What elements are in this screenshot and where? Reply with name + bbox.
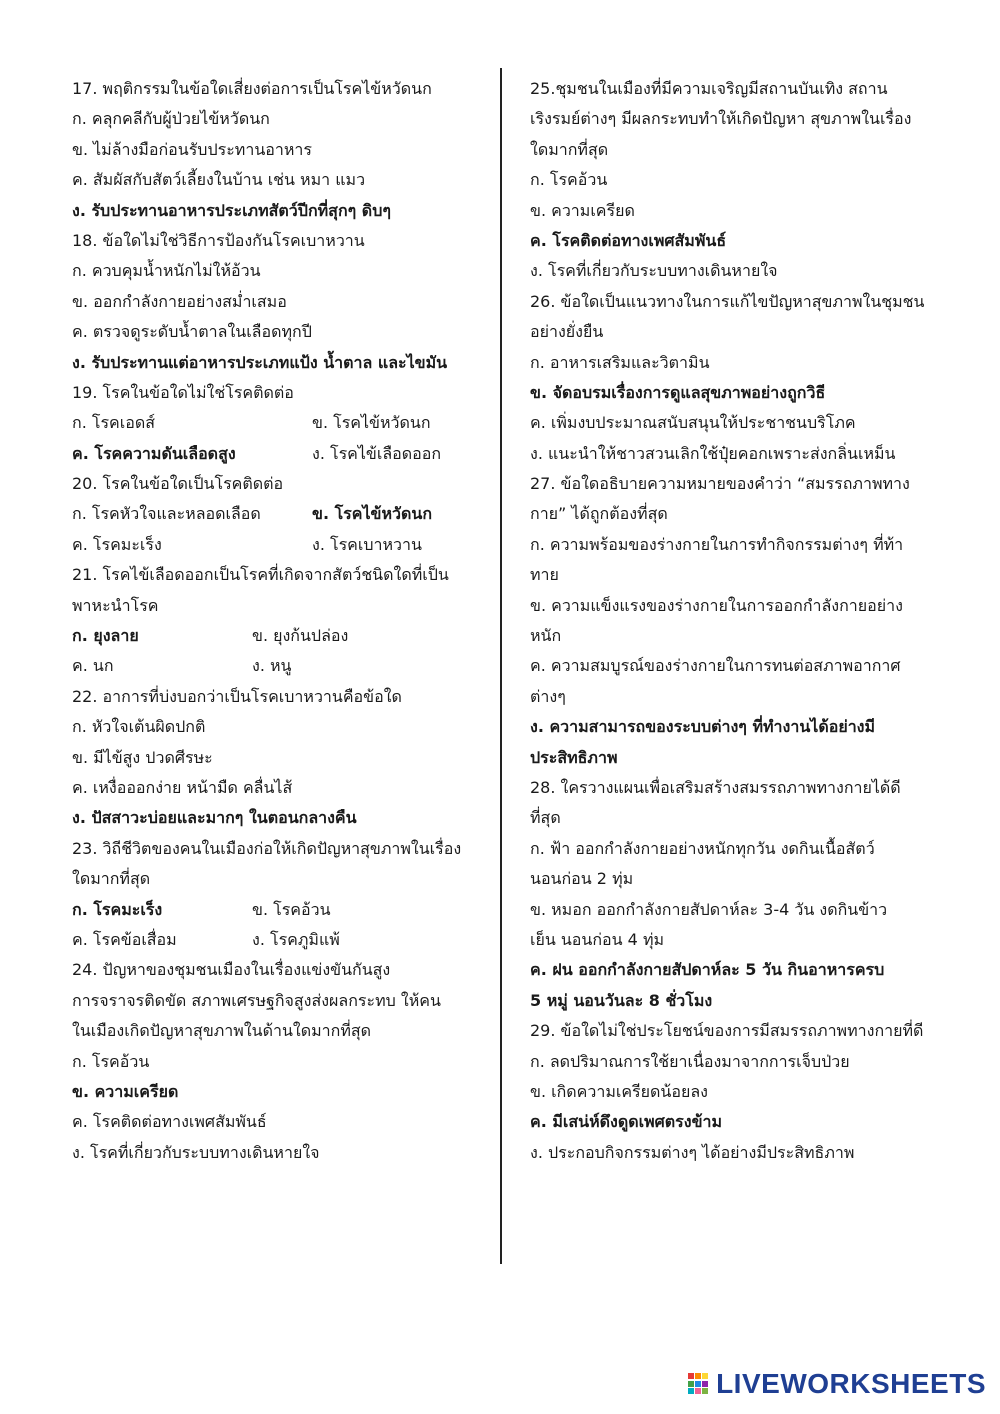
text-segment-secondary: ข. โรคไข้หวัดนก	[312, 413, 431, 433]
text-line	[72, 135, 487, 165]
text-segment-secondary: ง. โรคภูมิแพ้	[252, 929, 340, 949]
text-line	[530, 925, 950, 955]
text-line	[530, 712, 950, 742]
text-segment: ค. ฝน ออกกำลังกายสัปดาห์ละ 5 วัน กินอาหารครบ	[530, 960, 885, 980]
text-line	[72, 743, 487, 773]
text-line	[530, 317, 950, 347]
text-line	[72, 499, 487, 529]
text-segment: ก. โรคอ้วน	[72, 1051, 150, 1071]
text-line	[530, 682, 950, 712]
text-line	[530, 591, 950, 621]
text-segment: 25.ชุมชนในเมืองที่มีความเจริญมีสถานบันเทิง สถาน	[530, 79, 888, 98]
text-line	[530, 499, 950, 529]
text-line	[72, 591, 487, 621]
liveworksheets-brand	[688, 1366, 986, 1402]
text-segment: ประสิทธิภาพ	[530, 747, 618, 767]
text-line	[530, 864, 950, 894]
text-line	[530, 287, 950, 317]
text-segment: นอนก่อน 2 ทุ่ม	[530, 869, 634, 889]
text-line	[530, 530, 950, 560]
text-line	[72, 651, 487, 681]
text-segment: 22. อาการที่บ่งบอกว่าเป็นโรคเบาหวานคือข้อใด	[72, 686, 402, 706]
text-segment-secondary: ข. ยุงก้นปล่อง	[252, 626, 349, 646]
text-segment: ค. ความสมบูรณ์ของร่างกายในการทนต่อสภาพอากาศ	[530, 656, 901, 676]
text-line	[530, 743, 950, 773]
text-segment: ก. ควบคุมน้ำหนักไม่ให้อ้วน	[72, 261, 261, 281]
text-line	[72, 682, 487, 712]
logo-tile	[688, 1373, 694, 1379]
text-line	[530, 803, 950, 833]
text-line	[72, 256, 487, 286]
text-segment: ง. รับประทานแต่อาหารประเภทแป้ง น้ำตาล และไขมัน	[72, 352, 448, 372]
text-segment: ข. ออกกำลังกายอย่างสม่ำเสมอ	[72, 291, 287, 311]
logo-tile	[702, 1381, 708, 1387]
text-line	[530, 226, 950, 256]
text-segment: ข. จัดอบรมเรื่องการดูแลสุขภาพอย่างถูกวิธี	[530, 382, 826, 402]
text-line	[530, 1047, 950, 1077]
text-segment: ง. แนะนำให้ชาวสวนเลิกใช้ปุ๋ยคอกเพราะส่งกลิ่นเหม็น	[530, 443, 896, 463]
text-segment-secondary: ง. โรคเบาหวาน	[312, 534, 422, 554]
text-segment: ข. มีไข้สูง ปวดศีรษะ	[72, 747, 213, 767]
text-segment-secondary: ข. โรคไข้หวัดนก	[312, 504, 433, 524]
text-line	[530, 469, 950, 499]
text-segment: ง. ปัสสาวะบ่อยและมากๆ ในตอนกลางคืน	[72, 808, 357, 828]
text-segment: ข. ความแข็งแรงของร่างกายในการออกกำลังกายอย่าง	[530, 595, 903, 615]
text-segment: ก. ฟ้า ออกกำลังกายอย่างหนักทุกวัน งดกินเนื้อสัตว์	[530, 838, 875, 858]
text-line	[530, 104, 950, 134]
text-segment: กาย” ได้ถูกต้องที่สุด	[530, 504, 668, 524]
text-line	[72, 530, 487, 560]
text-line	[72, 74, 487, 104]
text-line	[72, 1047, 487, 1077]
text-segment: ข. หมอก ออกกำลังกายสัปดาห์ละ 3-4 วัน งดกินข้าว	[530, 899, 888, 919]
text-segment: ก. โรคมะเร็ง	[72, 899, 163, 919]
text-line	[530, 834, 950, 864]
text-segment: 26. ข้อใดเป็นแนวทางในการแก้ไขปัญหาสุขภาพในชุมชน	[530, 291, 925, 311]
text-segment: ก. คลุกคลีกับผู้ป่วยไข้หวัดนก	[72, 109, 270, 129]
left-column	[72, 74, 487, 1168]
text-line	[72, 317, 487, 347]
logo-tile	[702, 1373, 708, 1379]
text-segment: ข. ไม่ล้างมือก่อนรับประทานอาหาร	[72, 139, 312, 159]
text-line	[72, 925, 487, 955]
text-line	[72, 469, 487, 499]
text-segment: ต่างๆ	[530, 686, 566, 706]
text-line	[72, 803, 487, 833]
text-segment: ค. สัมผัสกับสัตว์เลี้ยงในบ้าน เช่น หมา แมว	[72, 170, 366, 190]
text-line	[530, 378, 950, 408]
text-segment: ก. โรคอ้วน	[530, 170, 608, 190]
text-line	[72, 165, 487, 195]
text-line	[530, 773, 950, 803]
text-segment: หนัก	[530, 626, 562, 646]
text-line	[72, 986, 487, 1016]
text-segment: ค. โรคติดต่อทางเพศสัมพันธ์	[72, 1112, 267, 1132]
text-segment: เย็น นอนก่อน 4 ทุ่ม	[530, 929, 665, 949]
text-line	[72, 834, 487, 864]
text-line	[530, 256, 950, 286]
text-segment: ค. โรคข้อเสื่อม	[72, 929, 177, 949]
text-line	[72, 895, 487, 925]
text-segment: 24. ปัญหาของชุมชนเมืองในเรื่องแข่งขันกันสูง	[72, 960, 391, 980]
logo-tile	[695, 1373, 701, 1379]
text-line	[72, 621, 487, 651]
text-line	[72, 226, 487, 256]
text-line	[72, 378, 487, 408]
text-line	[530, 1077, 950, 1107]
text-line	[72, 712, 487, 742]
text-segment: ทาย	[530, 565, 559, 585]
logo-tile	[688, 1381, 694, 1387]
text-line	[72, 408, 487, 438]
text-segment: ง. โรคที่เกี่ยวกับระบบทางเดินหายใจ	[72, 1142, 320, 1162]
text-segment: การจราจรติดขัด สภาพเศรษฐกิจสูงส่งผลกระทบ ให้คน	[72, 990, 441, 1010]
text-segment: ก. ความพร้อมของร่างกายในการทำกิจกรรมต่างๆ ที่ท้า	[530, 534, 904, 554]
text-segment-secondary: ง. โรคไข้เลือดออก	[312, 443, 442, 463]
text-line	[530, 560, 950, 590]
text-segment: ที่สุด	[530, 808, 561, 828]
text-line	[72, 348, 487, 378]
text-line	[72, 104, 487, 134]
text-segment: 19. โรคในข้อใดไม่ใช่โรคติดต่อ	[72, 382, 294, 402]
text-segment: ก. ลดปริมาณการใช้ยาเนื่องมาจากการเจ็บป่วย	[530, 1051, 850, 1071]
text-segment: ใดมากที่สุด	[530, 139, 609, 159]
text-segment: 20. โรคในข้อใดเป็นโรคติดต่อ	[72, 474, 284, 494]
text-line	[72, 1016, 487, 1046]
text-segment: 27. ข้อใดอธิบายความหมายของคำว่า “สมรรถภาพทาง	[530, 474, 910, 494]
text-segment: ค. นก	[72, 656, 114, 676]
brand-text: LIVEWORKSHEETS	[716, 1368, 986, 1399]
text-line	[72, 1077, 487, 1107]
text-line	[530, 1138, 950, 1168]
text-line	[72, 560, 487, 590]
text-segment: ใดมากที่สุด	[72, 869, 151, 889]
text-segment-secondary: ง. หนู	[252, 656, 292, 676]
text-line	[530, 651, 950, 681]
logo-tile	[702, 1388, 708, 1394]
text-line	[72, 773, 487, 803]
text-segment: อย่างยั่งยืน	[530, 322, 604, 342]
text-line	[530, 135, 950, 165]
text-segment: 23. วิถีชีวิตของคนในเมืองก่อให้เกิดปัญหาสุขภาพในเรื่อง	[72, 838, 462, 858]
text-segment: ค. โรคติดต่อทางเพศสัมพันธ์	[530, 230, 727, 250]
text-line	[72, 1107, 487, 1137]
text-segment: ก. หัวใจเต้นผิดปกติ	[72, 717, 206, 737]
text-segment: 28. ใครวางแผนเพื่อเสริมสร้างสมรรถภาพทางกายได้ดี	[530, 777, 901, 797]
text-segment: ง. ประกอบกิจกรรมต่างๆ ได้อย่างมีประสิทธิภาพ	[530, 1142, 855, 1162]
right-column	[530, 74, 950, 1168]
text-line	[530, 196, 950, 226]
text-segment: ง. รับประทานอาหารประเภทสัตว์ปีกที่สุกๆ ดิบๆ	[72, 200, 391, 220]
text-segment: ง. ความสามารถของระบบต่างๆ ที่ทำงานได้อย่างมี	[530, 717, 876, 737]
text-segment: 21. โรคไข้เลือดออกเป็นโรคที่เกิดจากสัตว์ชนิดใดที่เป็น	[72, 565, 449, 585]
text-segment: ก. อาหารเสริมและวิตามิน	[530, 352, 710, 372]
text-segment: ข. ความเครียด	[72, 1081, 179, 1101]
text-segment: 29. ข้อใดไม่ใช่ประโยชน์ของการมีสมรรถภาพทางกายที่ดี	[530, 1021, 924, 1041]
text-segment: ค. เพิ่มงบประมาณสนับสนุนให้ประชาชนบริโภค	[530, 413, 856, 433]
text-line	[530, 348, 950, 378]
text-segment: 5 หมู่ นอนวันละ 8 ชั่วโมง	[530, 990, 713, 1010]
text-line	[530, 986, 950, 1016]
text-segment: ค. โรคความดันเลือดสูง	[72, 443, 236, 463]
text-segment: ค. มีเสน่ห์ดึงดูดเพศตรงข้าม	[530, 1112, 723, 1132]
text-line	[72, 1138, 487, 1168]
logo-tile	[695, 1388, 701, 1394]
logo-tile	[695, 1381, 701, 1387]
text-segment: ก. โรคเอดส์	[72, 413, 155, 433]
text-line	[72, 196, 487, 226]
text-segment: ค. ตรวจดูระดับน้ำตาลในเลือดทุกปี	[72, 322, 312, 342]
column-divider	[500, 68, 502, 1264]
text-line	[530, 1107, 950, 1137]
text-line	[72, 439, 487, 469]
text-segment: ค. เหงื่อออกง่าย หน้ามืด คลื่นไส้	[72, 777, 293, 797]
text-line	[72, 864, 487, 894]
text-segment: ค. โรคมะเร็ง	[72, 534, 162, 554]
text-segment: พาหะนำโรค	[72, 595, 159, 615]
liveworksheets-logo-icon	[688, 1373, 710, 1395]
text-line	[530, 621, 950, 651]
text-line	[530, 165, 950, 195]
text-segment: ข. ความเครียด	[530, 200, 635, 220]
text-segment: ง. โรคที่เกี่ยวกับระบบทางเดินหายใจ	[530, 261, 778, 281]
text-line	[72, 955, 487, 985]
text-line	[530, 895, 950, 925]
text-line	[530, 955, 950, 985]
text-segment: ข. เกิดความเครียดน้อยลง	[530, 1081, 708, 1101]
logo-tile	[688, 1388, 694, 1394]
text-segment: 17. พฤติกรรมในข้อใดเสี่ยงต่อการเป็นโรคไข้หวัดนก	[72, 79, 432, 98]
text-line	[530, 408, 950, 438]
text-line	[530, 74, 950, 104]
text-line	[530, 1016, 950, 1046]
text-segment: เริงรมย์ต่างๆ มีผลกระทบทำให้เกิดปัญหา สุขภาพในเรื่อง	[530, 109, 912, 129]
text-segment: ก. โรคหัวใจและหลอดเลือด	[72, 504, 261, 524]
text-segment: ก. ยุงลาย	[72, 626, 139, 646]
text-line	[72, 287, 487, 317]
text-line	[530, 439, 950, 469]
text-segment-secondary: ข. โรคอ้วน	[252, 899, 331, 919]
text-segment: ในเมืองเกิดปัญหาสุขภาพในด้านใดมากที่สุด	[72, 1021, 372, 1041]
text-segment: 18. ข้อใดไม่ใช่วิธีการป้องกันโรคเบาหวาน	[72, 230, 365, 250]
